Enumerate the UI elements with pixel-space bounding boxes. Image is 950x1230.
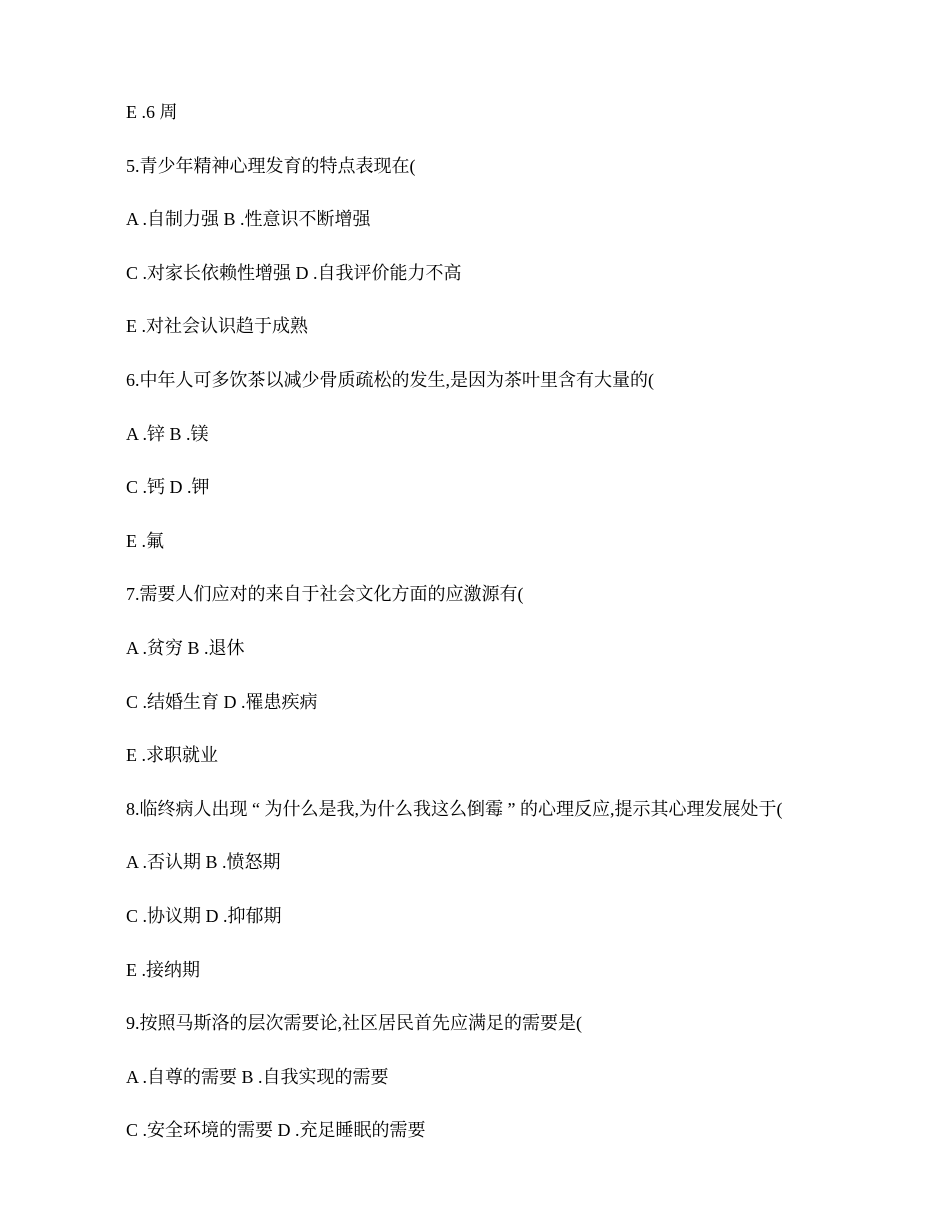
option-line: A .自尊的需要 B .自我实现的需要 (126, 1066, 389, 1087)
option-line: A .否认期 B .愤怒期 (126, 852, 281, 873)
option-line: E .接纳期 (126, 959, 200, 980)
option-line: C .安全环境的需要 D .充足睡眠的需要 (126, 1120, 426, 1141)
option-line: E .6 周 (126, 102, 178, 122)
question-line: 9.按照马斯洛的层次需要论,社区居民首先应满足的需要是( (126, 1013, 582, 1034)
option-line: C .钙 D .钾 (126, 477, 210, 498)
option-line: E .求职就业 (126, 745, 218, 766)
question-line: 5.青少年精神心理发育的特点表现在( (126, 155, 416, 176)
option-line: E .氟 (126, 530, 164, 551)
option-line: C .协议期 D .抑郁期 (126, 905, 282, 926)
option-line: A .锌 B .镁 (126, 423, 209, 444)
option-line: E .对社会认识趋于成熟 (126, 316, 308, 337)
question-text-block (126, 101, 906, 1173)
question-line: 6.中年人可多饮茶以减少骨质疏松的发生,是因为茶叶里含有大量的( (126, 369, 654, 390)
option-line: C .结婚生育 D .罹患疾病 (126, 691, 318, 712)
option-line: A .自制力强 B .性意识不断增强 (126, 209, 371, 230)
option-line: A .贫穷 B .退休 (126, 637, 245, 658)
question-line: 7.需要人们应对的来自于社会文化方面的应激源有( (126, 584, 524, 605)
question-line: 8.临终病人出现 “ 为什么是我,为什么我这么倒霉 ” 的心理反应,提示其心理发展处于( (126, 798, 783, 819)
option-line: C .对家长依赖性增强 D .自我评价能力不高 (126, 262, 462, 283)
